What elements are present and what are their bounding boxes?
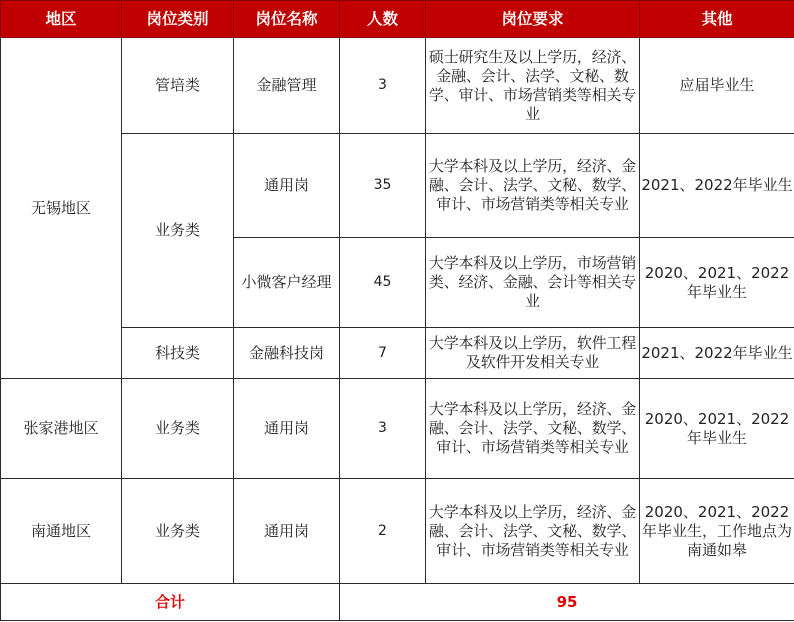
category-cell: 业务类 — [122, 379, 234, 479]
header-count: 人数 — [340, 1, 426, 38]
header-category: 岗位类别 — [122, 1, 234, 38]
count-cell: 2 — [340, 479, 426, 584]
position-cell: 通用岗 — [234, 134, 340, 238]
position-cell: 金融科技岗 — [234, 328, 340, 379]
category-cell: 管培类 — [122, 38, 234, 134]
region-cell-wuxi: 无锡地区 — [1, 38, 122, 379]
count-cell: 7 — [340, 328, 426, 379]
other-cell: 2020、2021、2022年毕业生，工作地点为南通如皋 — [640, 479, 794, 584]
table-row — [1, 38, 794, 134]
count-cell: 45 — [340, 238, 426, 328]
other-cell: 2021、2022年毕业生 — [640, 328, 794, 379]
header-region: 地区 — [1, 1, 122, 38]
other-cell: 2020、2021、2022年毕业生 — [640, 238, 794, 328]
position-cell: 小微客户经理 — [234, 238, 340, 328]
other-cell: 2020、2021、2022年毕业生 — [640, 379, 794, 479]
other-cell: 2021、2022年毕业生 — [640, 134, 794, 238]
total-label: 合计 — [1, 584, 340, 621]
category-cell: 业务类 — [122, 134, 234, 328]
category-cell: 业务类 — [122, 479, 234, 584]
position-cell: 通用岗 — [234, 479, 340, 584]
category-cell: 科技类 — [122, 328, 234, 379]
table-row — [1, 379, 794, 479]
header-row — [1, 1, 794, 38]
requirement-cell: 大学本科及以上学历，经济、金融、会计、法学、文秘、数学、审计、市场营销类等相关专业 — [426, 479, 640, 584]
total-row — [1, 584, 794, 621]
total-value: 95 — [340, 584, 794, 621]
table-row — [1, 479, 794, 584]
header-other: 其他 — [640, 1, 794, 38]
header-position: 岗位名称 — [234, 1, 340, 38]
count-cell: 3 — [340, 379, 426, 479]
requirement-cell: 大学本科及以上学历，软件工程及软件开发相关专业 — [426, 328, 640, 379]
requirement-cell: 大学本科及以上学历，经济、金融、会计、法学、文秘、数学、审计、市场营销类等相关专业 — [426, 379, 640, 479]
header-requirement: 岗位要求 — [426, 1, 640, 38]
region-cell-nantong: 南通地区 — [1, 479, 122, 584]
other-cell: 应届毕业生 — [640, 38, 794, 134]
requirement-cell: 大学本科及以上学历，市场营销类、经济、金融、会计等相关专业 — [426, 238, 640, 328]
region-cell-zhangjiagang: 张家港地区 — [1, 379, 122, 479]
requirement-cell: 大学本科及以上学历，经济、金融、会计、法学、文秘、数学、审计、市场营销类等相关专业 — [426, 134, 640, 238]
position-cell: 通用岗 — [234, 379, 340, 479]
count-cell: 35 — [340, 134, 426, 238]
count-cell: 3 — [340, 38, 426, 134]
requirement-cell: 硕士研究生及以上学历，经济、金融、会计、法学、文秘、数学、审计、市场营销类等相关专业 — [426, 38, 640, 134]
position-cell: 金融管理 — [234, 38, 340, 134]
